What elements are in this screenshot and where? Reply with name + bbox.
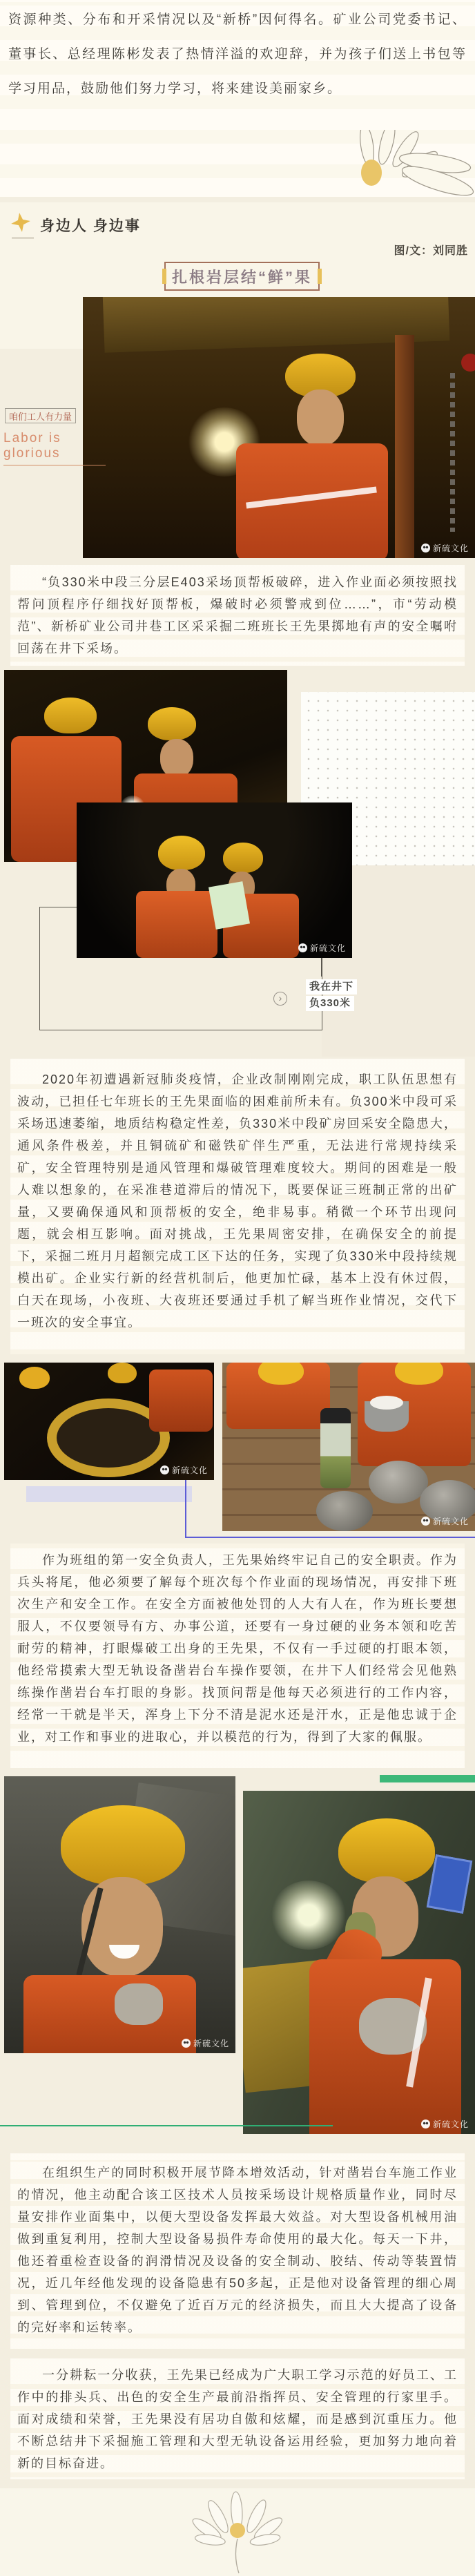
paragraph-2: 2020年初遭遇新冠肺炎疫情，企业改制刚刚完成，职工队伍思想有波动，已担任七年班长的王先果面临的困难前所未有。负300米中段可采采场迅速萎缩，地质结构稳定性差，负330米中段矿房回采安全隐患大，通风条件极差，并且铜硫矿和磁铁矿伴生严重，无法进行常规持续采矿，安全管理特别是通风管理和爆破管理难度较大。期间的困难是一般人难以想象的，在采准巷道滞后的情况下，既要保证三班制正常的出矿量，又要确保通风和顶帮板的安全，绝非易事。稍微一个环节出现问题，就会相互影响。面对挑战，王先果周密安排，在确保安全的前提下，采掘二班月月超额完成工区下达的任务，实现了负330米中段持续规模出矿。企业实行新的经营机制后，他更加忙碌，基本上没有休过假，白天在现场，小夜班、大夜班还要通过手机了解当班作业情况，交代下一班次的安全事宜。 <box>17 1073 458 1329</box>
paragraph-block-4 <box>10 2153 465 2349</box>
helmet-shape <box>258 1363 304 1385</box>
blue-sign-shape <box>427 1854 473 1914</box>
callout-connector-line <box>321 958 322 977</box>
face-shape <box>160 739 193 778</box>
miner-body-shape <box>149 1369 213 1432</box>
callout-line1: 我在井下 <box>306 979 357 994</box>
support-post-shape <box>395 335 414 558</box>
photo-watermark <box>160 1464 208 1476</box>
photo-watermark <box>421 2118 469 2130</box>
photo-watermark <box>421 1515 469 1527</box>
paragraph-block-1 <box>10 565 465 666</box>
slogan-cn: 咱们工人有力量 <box>8 411 72 422</box>
blue-accent-line-vertical <box>185 1480 186 1538</box>
wechat-logo-icon <box>160 1465 169 1474</box>
slogan-box <box>5 408 76 423</box>
paragraph-1: “负330米中段三分层E403采场顶帮板破碎，进入作业面必须按照找帮问顶程序仔细找好顶帮板，爆破时必须警戒到位……”，市“劳动模范”、新桥矿业公司井巷工区采采掘二班班长王先果掷地有声的安全嘱咐回荡在井下采场。 <box>17 575 458 655</box>
author-credit: 图/文：刘同胜 <box>394 245 468 257</box>
drill-levers-shape <box>124 470 228 558</box>
paragraph-block-2 <box>10 1059 465 1354</box>
wechat-logo-icon <box>421 544 430 552</box>
watermark-label: 新硫文化 <box>432 544 469 553</box>
face-shape <box>297 390 344 446</box>
photo-miner-drinking-water[interactable] <box>243 1791 475 2134</box>
paragraph-block-5 <box>10 2358 465 2479</box>
watermark-label: 新硫文化 <box>309 943 346 953</box>
wechat-logo-icon <box>421 2120 430 2128</box>
lavender-accent-bar <box>26 1486 192 1502</box>
paragraph-5: 一分耕耘一分收获，王先果已经成为广大职工学习示范的好员工、工作中的排头兵、出色的安全生产最前沿指挥员、安全管理的行家里手。面对成绩和荣誉，王先果没有居功自傲和炫耀，而是感到沉重压力。他不断总结井下采掘施工管理和大型无轨设备运用经验，更加努力地向着新的目标奋进。 <box>17 2368 458 2470</box>
photo-miners-changing-tire[interactable] <box>4 1363 214 1480</box>
helmet-shape <box>158 836 205 870</box>
photo-watermark <box>298 942 346 954</box>
article-title: 扎根岩层结“鲜”果 <box>171 268 312 286</box>
miner-body-shape <box>136 891 217 958</box>
helmet-shape <box>338 1818 435 1883</box>
watermark-label: 新硫文化 <box>432 1517 469 1526</box>
slogan-en: Labor is glorious <box>3 431 106 465</box>
paragraph-4: 在组织生产的同时积极开展节降本增效活动，针对凿岩台车施工作业的情况，他主动配合该工区技术人员按采场设计规格质量作业，同时尽量安排作业面集中，以便大型设备发挥最大效益。对大型设备机械用油做到重复利用，控制大型设备易损件寿命使用的最大化。每天一下井，他还着重检查设备的润滑情况及设备的安全制动、胶结、传动等装置情况，近几年经他发现的设备隐患有50多起，正是他对设备管理的细心周到、管理到位，不仅避免了近百万元的经济损失，而且大大提高了设备的完好率和运转率。 <box>17 2166 458 2334</box>
helmet-shape <box>61 1805 185 1885</box>
photo-watermark <box>421 542 469 554</box>
watermark-label: 新硫文化 <box>432 2120 469 2129</box>
helmet-shape <box>148 707 196 740</box>
watermark-label: 新硫文化 <box>193 2039 229 2048</box>
photo-watermark <box>182 2037 229 2049</box>
article-title-box <box>164 262 320 291</box>
chevron-right-icon: › <box>278 992 282 1003</box>
photo-miners-lunch-break[interactable] <box>222 1363 475 1531</box>
intro-paragraph: 资源种类、分布和开采情况以及“新桥”因何得名。矿业公司党委书记、董事长、总经理陈彬发表了热情洋溢的欢迎辞，并为孩子们送上书包等学习用品，鼓励他们努力学习，将来建设美丽家乡。 <box>8 12 467 96</box>
helmet-shape <box>223 843 263 873</box>
photo-miners-reading-plan[interactable] <box>77 802 352 958</box>
green-document-shape <box>209 881 250 930</box>
thermos-bottle-shape <box>320 1408 351 1488</box>
section-badge: 身边人 身边事 <box>40 218 141 234</box>
green-accent-line <box>0 2125 333 2126</box>
photo-miner-at-drill-rig[interactable] <box>83 297 475 558</box>
helmet-shape <box>19 1367 50 1389</box>
lamp-glow-shape <box>271 1881 347 1950</box>
title-bar-left <box>162 269 166 284</box>
red-hoist-ball-shape <box>461 354 475 372</box>
callout-line2: 负330米 <box>306 996 354 1011</box>
paragraph-block-3 <box>10 1544 465 1768</box>
rice-shape <box>370 1396 403 1410</box>
chain-shape <box>450 373 455 532</box>
helmet-shape <box>44 698 97 733</box>
dust-mask-shape <box>115 1983 163 2025</box>
flower-decoration-top <box>324 130 475 197</box>
lunch-tin-shape <box>369 1461 428 1503</box>
green-accent-bar <box>380 1775 475 1782</box>
flower-decoration-bottom <box>181 2490 295 2576</box>
miner-body-shape <box>23 1975 196 2053</box>
star-caption-mark <box>12 237 34 239</box>
watermark-label: 新硫文化 <box>171 1465 208 1475</box>
wechat-logo-icon <box>182 2039 191 2048</box>
blue-accent-line-horizontal <box>185 1537 475 1538</box>
lunch-tin-shape <box>316 1491 373 1531</box>
helmet-shape <box>108 1363 137 1383</box>
callout-arrow-button[interactable] <box>273 992 287 1006</box>
photo-smiling-miner-portrait[interactable] <box>4 1776 235 2053</box>
wechat-logo-icon <box>421 1517 430 1526</box>
sparkle-star-icon <box>11 213 30 232</box>
wechat-logo-icon <box>298 943 307 952</box>
paragraph-3: 作为班组的第一安全负责人，王先果始终牢记自己的安全职责。作为兵头将尾，他必须要了解每个班次每个作业面的现场情况，再安排下班次生产和安全工作。在安全方面被他处罚的人大有人在，作为班长要想服人，不仅要领导有方、办事公道，还要有一身过硬的业务本领和吃苦耐劳的精神，打眼爆破工出身的王先果，不仅有一手过硬的打眼本领，他经常摸索大型无轨设备凿岩台车操作要领，在井下人们经常会见他熟练操作凿岩台车打眼的身影。找顶问帮是他每天必须进行的工作内容，经常一干就是半天，浑身上下分不清是泥水还是汗水，正是他忠诚于企业，对工作和事业的进取心，并以模范的行为，得到了大家的佩服。 <box>17 1553 458 1744</box>
title-bar-right <box>318 269 322 284</box>
